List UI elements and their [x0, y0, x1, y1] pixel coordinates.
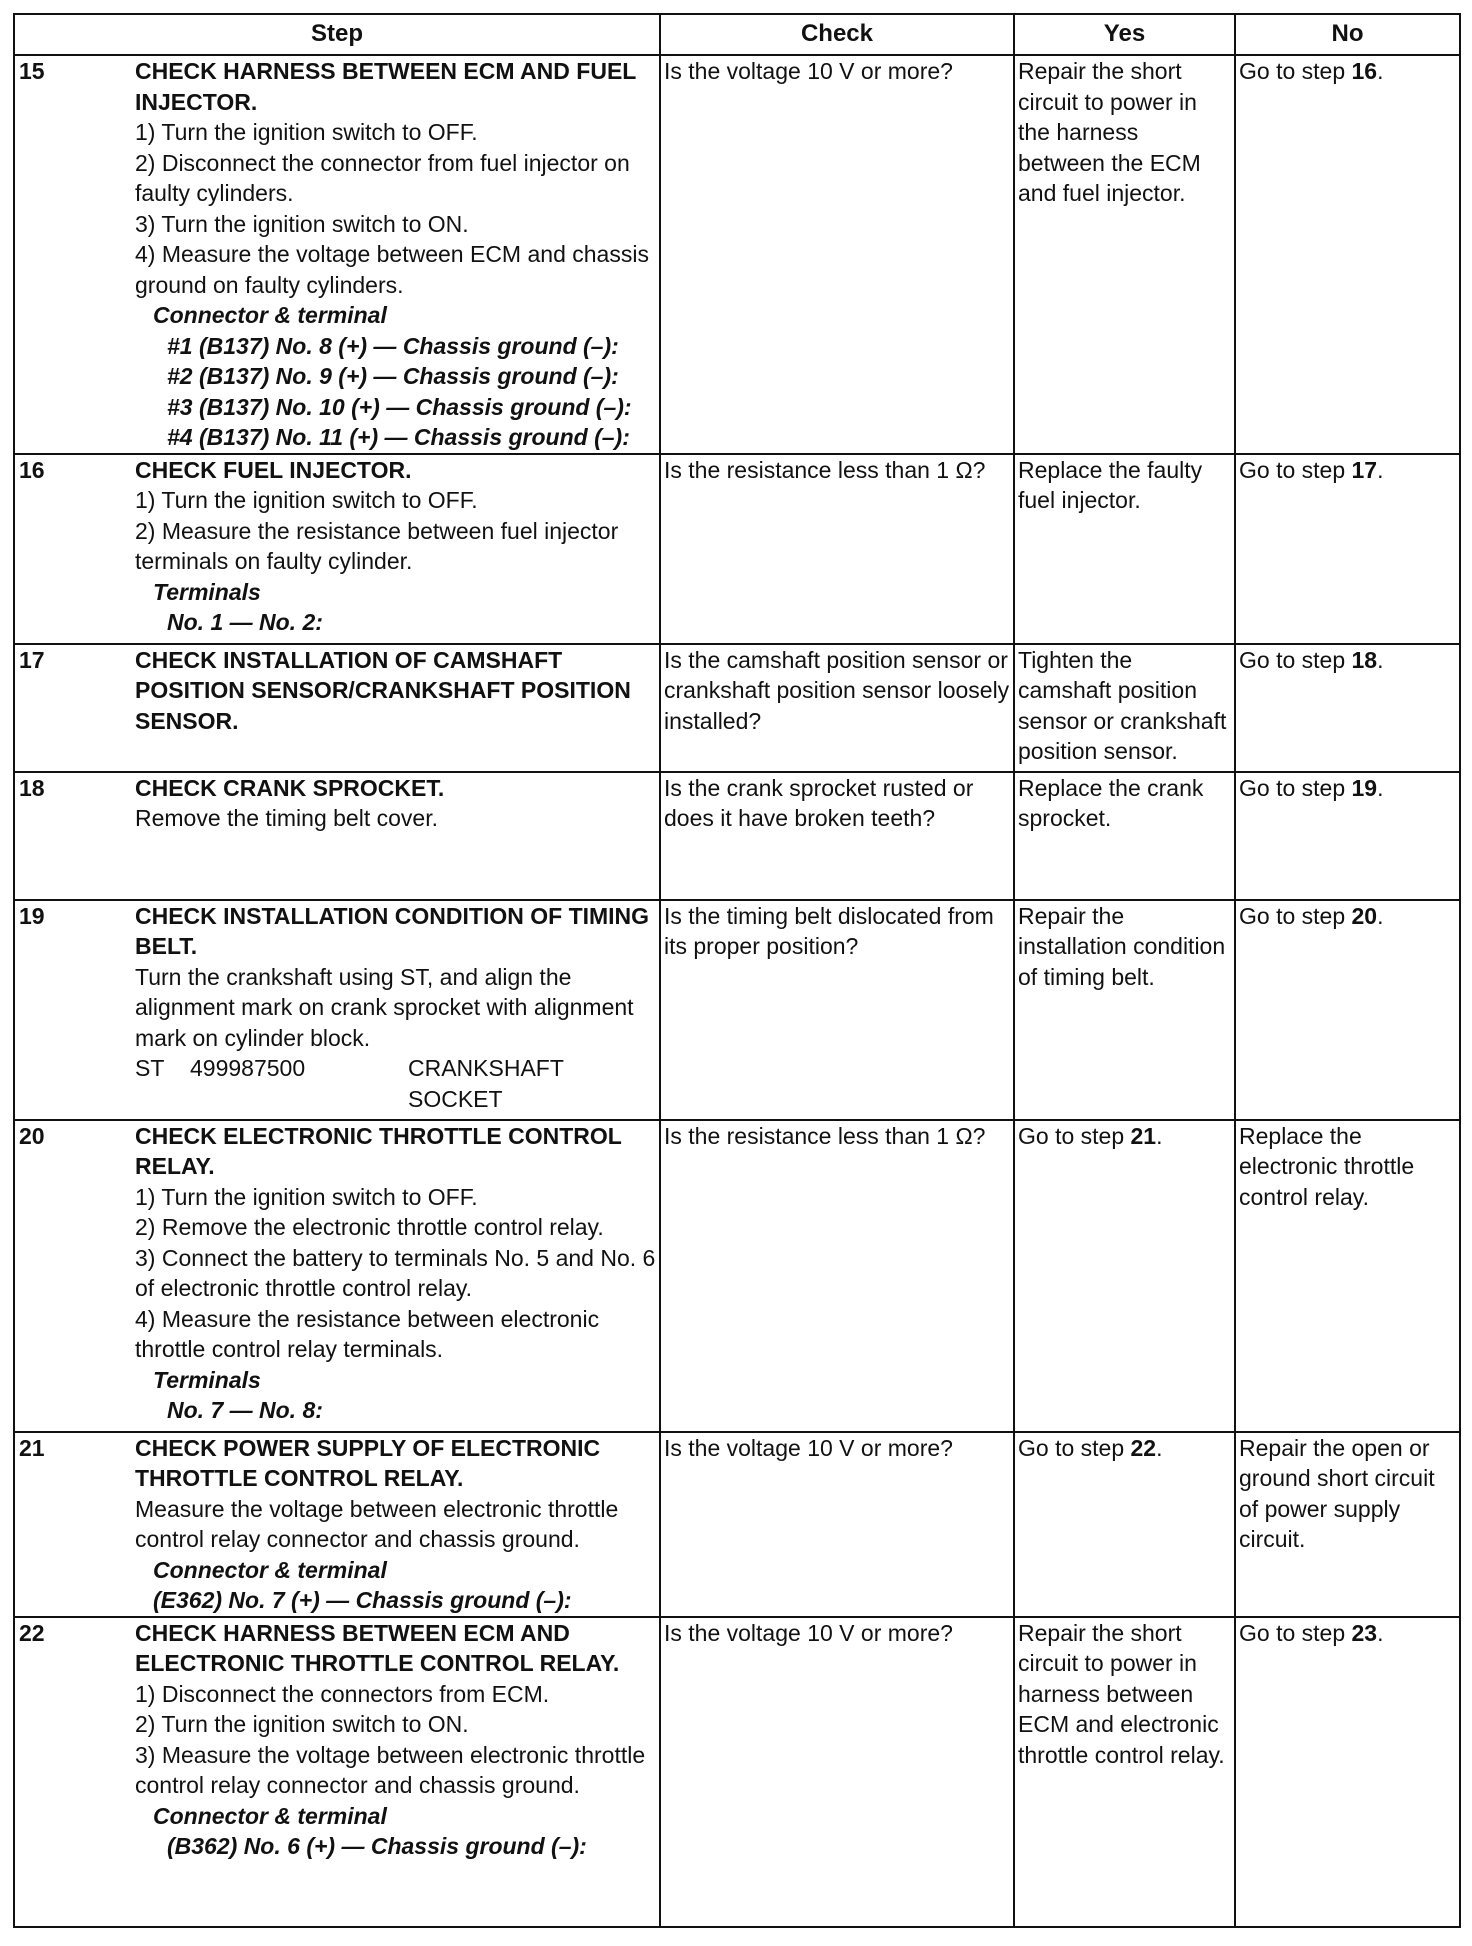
step-instruction: 3) Connect the battery to terminals No. 5 and No. 6 of electronic throttle control relay.	[135, 1244, 656, 1301]
sub-item: #3 (B137) No. 10 (+) — Chassis ground (–):	[167, 393, 632, 420]
step-cell	[14, 55, 660, 454]
step-cell	[14, 1432, 660, 1617]
yes-cell	[1014, 1120, 1235, 1432]
check-cell: Is the resistance less than 1 Ω?	[660, 1120, 1014, 1432]
sub-item: No. 1 — No. 2:	[167, 609, 323, 635]
no-step-ref: 16	[1351, 58, 1378, 84]
step-instruction: 2) Disconnect the connector from fuel injector on faulty cylinders.	[135, 149, 630, 206]
table-row	[14, 900, 1460, 1120]
no-text: Go to step	[1239, 774, 1352, 801]
table-row	[14, 644, 1460, 772]
yes-cell: Tighten the camshaft position sensor or crankshaft position sensor.	[1014, 644, 1235, 772]
check-cell: Is the resistance less than 1 Ω?	[660, 454, 1014, 644]
no-step-ref: 20	[1351, 902, 1378, 929]
no-cell	[1235, 55, 1460, 454]
step-title: CHECK INSTALLATION OF CAMSHAFT POSITION SENSOR/CRANKSHAFT POSITION SENSOR.	[135, 646, 631, 734]
yes-text: Go to step	[1018, 1122, 1131, 1149]
step-number: 16	[19, 456, 45, 483]
sub-heading: Connector & terminal	[153, 1556, 387, 1583]
step-cell	[14, 1617, 660, 1927]
sub-heading: Connector & terminal	[153, 302, 387, 328]
step-instruction: Remove the timing belt cover.	[135, 805, 438, 831]
step-instruction: 1) Turn the ignition switch to OFF.	[135, 487, 478, 513]
diagnostic-table	[13, 13, 1461, 1928]
table-row	[14, 1120, 1460, 1432]
step-instruction: 3) Turn the ignition switch to ON.	[135, 210, 469, 237]
table-row	[14, 772, 1460, 900]
no-cell: Repair the open or ground short circuit of power supply circuit.	[1235, 1432, 1460, 1617]
no-cell	[1235, 1617, 1460, 1927]
no-step-ref: 17	[1351, 456, 1378, 483]
yes-cell: Replace the crank sprocket.	[1014, 772, 1235, 900]
check-cell: Is the crank sprocket rusted or does it have broken teeth?	[660, 772, 1014, 900]
yes-cell: Repair the short circuit to power in the harness between the ECM and fuel injector.	[1014, 55, 1235, 454]
step-number: 17	[19, 646, 45, 673]
step-title: CHECK HARNESS BETWEEN ECM AND ELECTRONIC THROTTLE CONTROL RELAY.	[135, 1619, 620, 1676]
step-instruction: 4) Measure the voltage between ECM and chassis ground on faulty cylinders.	[135, 241, 649, 298]
step-number: 19	[19, 902, 45, 929]
table-row	[14, 55, 1460, 454]
step-title: CHECK CRANK SPROCKET.	[135, 774, 445, 801]
step-instruction: 4) Measure the resistance between electronic throttle control relay terminals.	[135, 1305, 600, 1362]
yes-suffix: .	[1156, 1434, 1163, 1461]
no-step-ref: 18	[1351, 646, 1378, 673]
check-cell: Is the voltage 10 V or more?	[660, 1432, 1014, 1617]
step-instruction: 1) Turn the ignition switch to OFF.	[135, 119, 478, 145]
table-row	[14, 454, 1460, 644]
header-no: No	[1235, 14, 1460, 55]
step-number: 18	[19, 774, 45, 801]
yes-text: Go to step	[1018, 1434, 1131, 1461]
sub-item: (B362) No. 6 (+) — Chassis ground (–):	[167, 1833, 587, 1859]
table-row	[14, 1617, 1460, 1927]
no-step-ref: 19	[1351, 774, 1378, 801]
no-suffix: .	[1377, 1619, 1384, 1646]
step-cell	[14, 644, 660, 772]
step-number: 15	[19, 58, 45, 84]
no-suffix: .	[1377, 58, 1384, 84]
no-suffix: .	[1377, 902, 1384, 929]
check-cell: Is the timing belt dislocated from its proper position?	[660, 900, 1014, 1120]
no-cell	[1235, 644, 1460, 772]
step-cell	[14, 772, 660, 900]
no-cell	[1235, 900, 1460, 1120]
step-instruction: Turn the crankshaft using ST, and align the alignment mark on crank sprocket with alignment mark on cylinder block.	[135, 963, 634, 1051]
yes-cell	[1014, 1432, 1235, 1617]
step-cell	[14, 900, 660, 1120]
no-text: Go to step	[1239, 1619, 1352, 1646]
step-number: 20	[19, 1122, 45, 1149]
no-text: Go to step	[1239, 646, 1352, 673]
yes-step-ref: 21	[1130, 1122, 1157, 1149]
no-cell	[1235, 772, 1460, 900]
step-instruction: 1) Disconnect the connectors from ECM.	[135, 1680, 550, 1707]
check-cell: Is the voltage 10 V or more?	[660, 55, 1014, 454]
yes-cell: Replace the faulty fuel injector.	[1014, 454, 1235, 644]
no-text: Go to step	[1239, 902, 1352, 929]
check-cell: Is the camshaft position sensor or crankshaft position sensor loosely installed?	[660, 644, 1014, 772]
step-title: CHECK FUEL INJECTOR.	[135, 456, 412, 483]
step-instruction: 1) Turn the ignition switch to OFF.	[135, 1183, 478, 1210]
sub-heading: Terminals	[153, 1366, 261, 1393]
table-row	[14, 1432, 1460, 1617]
sub-heading: Terminals	[153, 578, 261, 605]
yes-step-ref: 22	[1130, 1434, 1157, 1461]
no-step-ref: 23	[1351, 1619, 1378, 1646]
sub-item: #2 (B137) No. 9 (+) — Chassis ground (–):	[167, 363, 619, 389]
yes-cell: Repair the installation condition of timing belt.	[1014, 900, 1235, 1120]
step-instruction: Measure the voltage between electronic throttle control relay connector and chassis ground.	[135, 1495, 619, 1552]
sub-item: #4 (B137) No. 11 (+) — Chassis ground (–):	[167, 424, 630, 450]
step-instruction: 2) Measure the resistance between fuel injector terminals on faulty cylinder.	[135, 517, 619, 574]
no-cell	[1235, 454, 1460, 644]
sub-item: No. 7 — No. 8:	[167, 1397, 323, 1423]
sub-heading: Connector & terminal	[153, 1802, 387, 1829]
step-cell	[14, 1120, 660, 1432]
yes-suffix: .	[1156, 1122, 1163, 1149]
no-cell: Replace the electronic throttle control relay.	[1235, 1120, 1460, 1432]
header-check: Check	[660, 14, 1014, 55]
step-number: 21	[19, 1434, 45, 1461]
header-yes: Yes	[1014, 14, 1235, 55]
header-step: Step	[14, 14, 660, 55]
step-instruction: 3) Measure the voltage between electronic throttle control relay connector and chassis ground.	[135, 1741, 646, 1798]
sub-item: (E362) No. 7 (+) — Chassis ground (–):	[153, 1587, 572, 1613]
step-title: CHECK INSTALLATION CONDITION OF TIMING BELT.	[135, 902, 650, 959]
step-cell	[14, 454, 660, 644]
no-suffix: .	[1377, 456, 1384, 483]
check-cell: Is the voltage 10 V or more?	[660, 1617, 1014, 1927]
sub-item: #1 (B137) No. 8 (+) — Chassis ground (–):	[167, 332, 619, 359]
yes-cell: Repair the short circuit to power in harness between ECM and electronic throttle control relay.	[1014, 1617, 1235, 1927]
special-tool-row	[135, 1053, 656, 1114]
st-part-number: 499987500	[190, 1055, 306, 1081]
no-text: Go to step	[1239, 58, 1352, 84]
step-instruction: 2) Remove the electronic throttle control relay.	[135, 1214, 604, 1240]
step-title: CHECK HARNESS BETWEEN ECM AND FUEL INJECTOR.	[135, 58, 636, 115]
no-suffix: .	[1377, 774, 1384, 801]
st-name: CRANKSHAFT SOCKET	[408, 1055, 564, 1112]
st-label: ST	[135, 1055, 165, 1081]
step-instruction: 2) Turn the ignition switch to ON.	[135, 1711, 469, 1737]
header-row	[14, 14, 1460, 55]
step-title: CHECK POWER SUPPLY OF ELECTRONIC THROTTLE CONTROL RELAY.	[135, 1434, 601, 1491]
step-number: 22	[19, 1619, 45, 1646]
no-text: Go to step	[1239, 456, 1352, 483]
step-title: CHECK ELECTRONIC THROTTLE CONTROL RELAY.	[135, 1122, 622, 1179]
no-suffix: .	[1377, 646, 1384, 673]
